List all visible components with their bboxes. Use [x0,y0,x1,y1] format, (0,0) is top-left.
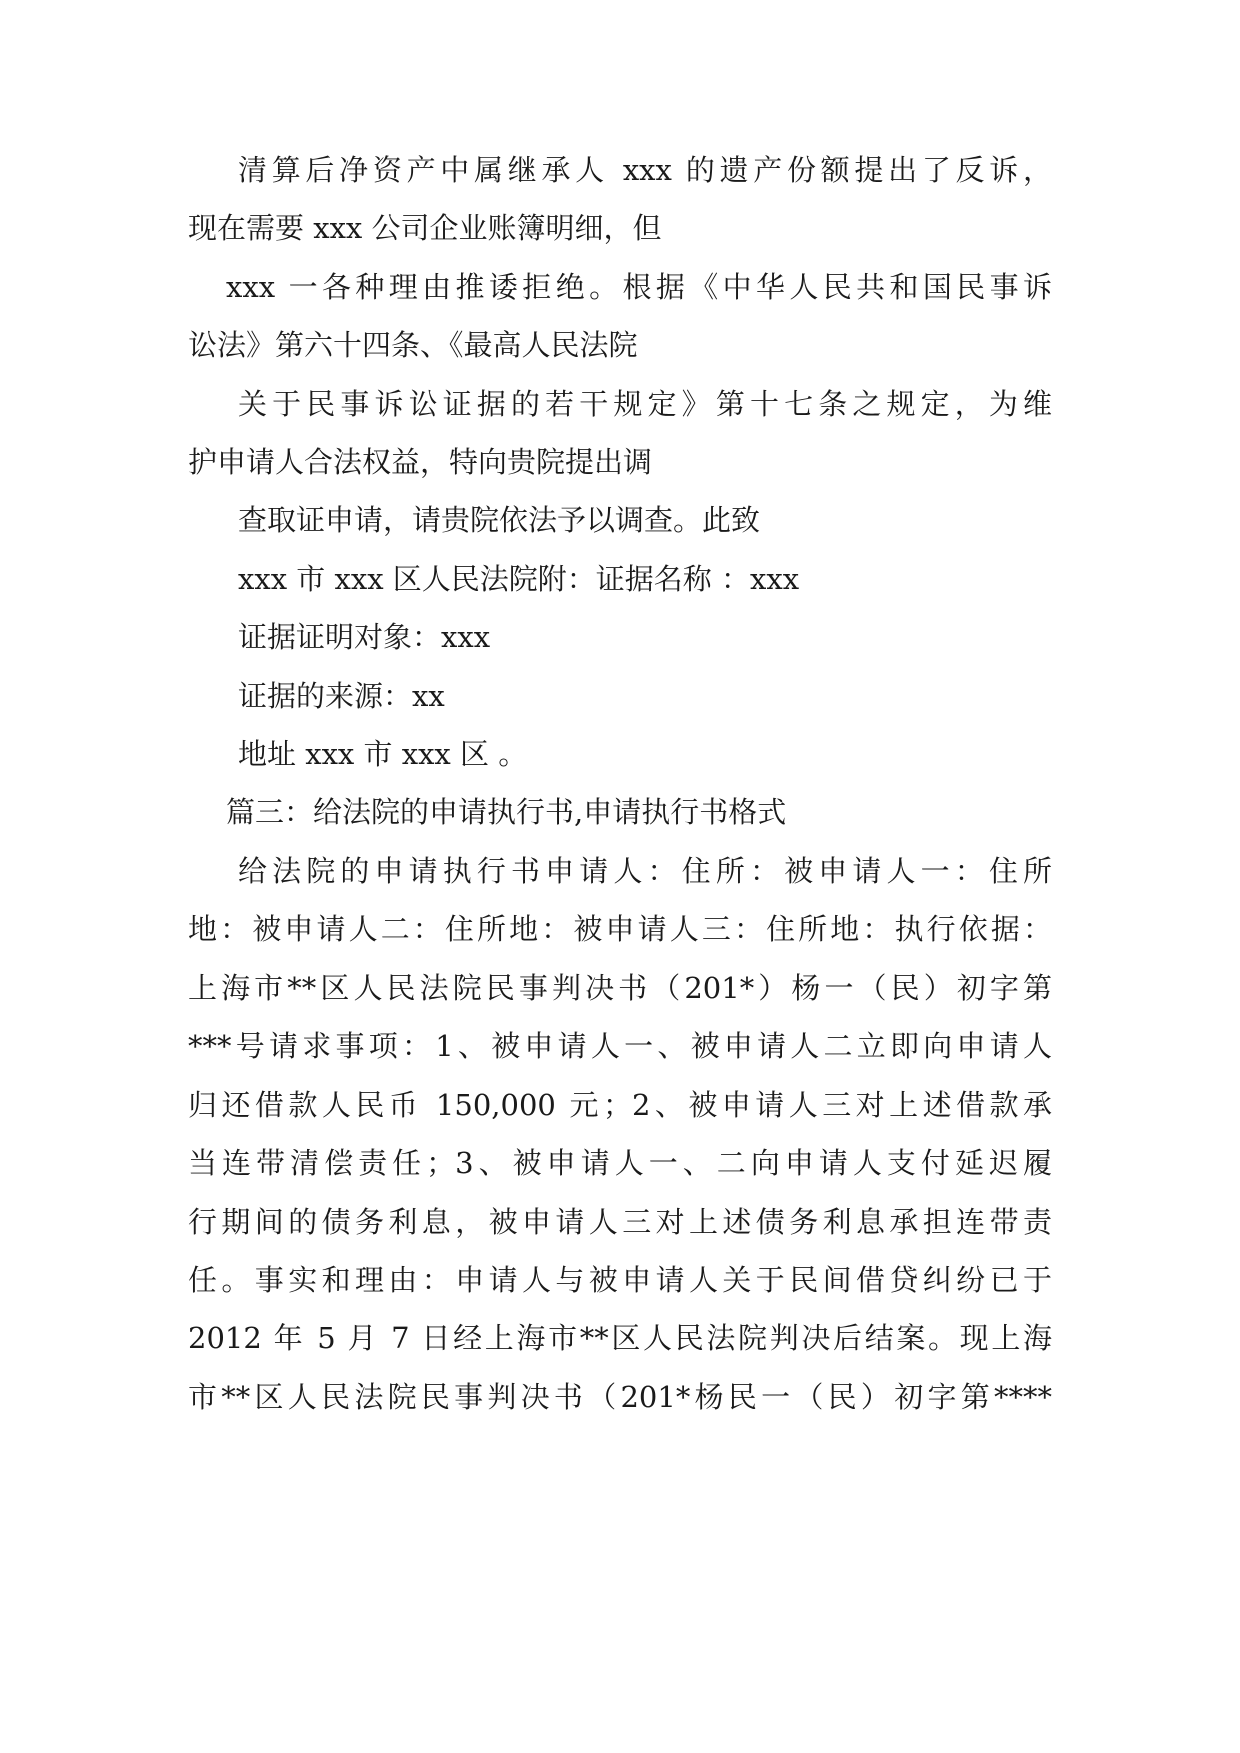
paragraph-line: xxx 一各种理由推诿拒绝。根据《中华人民共和国民事诉 [226,270,1052,304]
paragraph-line: 归还借款人民币 150,000 元；2、被申请人三对上述借款承 [188,1088,1052,1122]
paragraph-line: 地：被申请人二：住所地：被申请人三：住所地：执行依据： [188,912,1052,946]
paragraph-line: 地址 xxx 市 xxx 区 。 [238,737,528,771]
paragraph-line: 行期间的债务利息，被申请人三对上述债务利息承担连带责 [188,1205,1052,1239]
paragraph-line: xxx 市 xxx 区人民法院附：证据名称 ：xxx [238,562,800,596]
paragraph-line: ***号请求事项：1、被申请人一、被申请人二立即向申请人 [188,1029,1052,1063]
paragraph-line: 任。事实和理由：申请人与被申请人关于民间借贷纠纷已于 [188,1263,1052,1297]
section-heading: 篇三：给法院的申请执行书,申请执行书格式 [226,795,787,829]
paragraph-line: 证据的来源：xx [238,679,445,713]
paragraph-line: 给法院的申请执行书申请人：住所：被申请人一：住所 [238,854,1052,888]
paragraph-line: 现在需要 xxx 公司企业账簿明细，但 [188,211,662,245]
paragraph-line: 市**区人民法院民事判决书（201*杨民一（民）初字第**** [188,1380,1052,1414]
paragraph-line: 护申请人合法权益，特向贵院提出调 [188,445,653,479]
paragraph-line: 证据证明对象：xxx [238,620,491,654]
paragraph-line: 2012 年 5 月 7 日经上海市**区人民法院判决后结案。现上海 [188,1321,1052,1355]
paragraph-line: 关于民事诉讼证据的若干规定》第十七条之规定，为维 [238,387,1052,421]
paragraph-line: 当连带清偿责任；3、被申请人一、二向申请人支付延迟履 [188,1146,1052,1180]
paragraph-line: 讼法》第六十四条、《最高人民法院 [188,328,638,362]
paragraph-line: 上海市**区人民法院民事判决书（201*）杨一（民）初字第 [188,971,1052,1005]
paragraph-line: 清算后净资产中属继承人 xxx 的遗产份额提出了反诉， [238,153,1052,187]
paragraph-line: 查取证申请，请贵院依法予以调查。此致 [238,503,761,537]
